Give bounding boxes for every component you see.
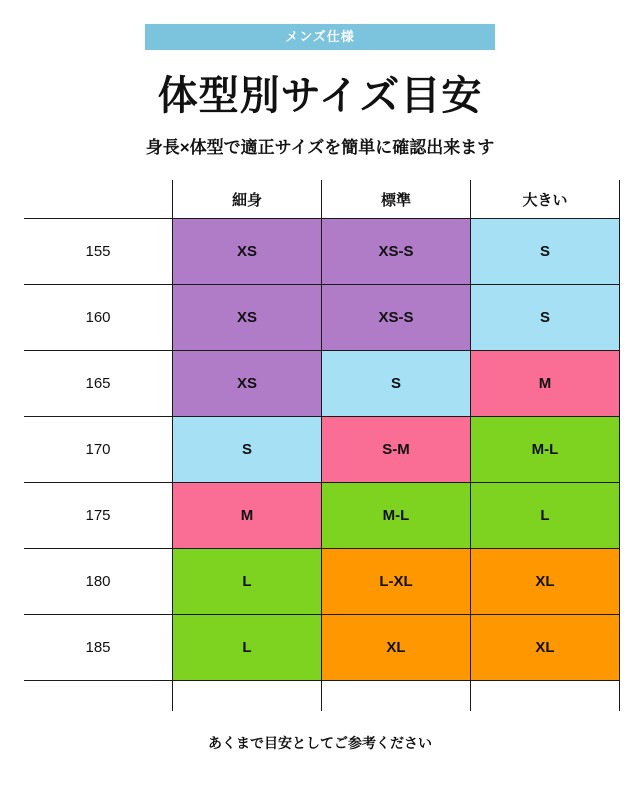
size-cell: XS-S [322, 285, 471, 351]
size-table-wrap [0, 180, 640, 711]
table-row [24, 483, 620, 549]
table-row [24, 351, 620, 417]
size-cell: M-L [322, 483, 471, 549]
column-header-1: 細身 [173, 180, 322, 219]
size-cell: XL [471, 615, 620, 681]
size-table [24, 180, 620, 711]
size-cell: XS [173, 219, 322, 285]
table-row [24, 219, 620, 285]
height-label: 185 [24, 615, 173, 681]
column-header-2: 標準 [322, 180, 471, 219]
size-cell: XL [471, 549, 620, 615]
badge-row [0, 24, 640, 50]
column-header-3: 大きい [471, 180, 620, 219]
size-cell: M-L [471, 417, 620, 483]
table-row [24, 549, 620, 615]
disclaimer-note: あくまで目安としてご参考ください [208, 735, 432, 751]
size-cell: XL [322, 615, 471, 681]
table-row [24, 615, 620, 681]
size-cell: L [471, 483, 620, 549]
size-cell: M [173, 483, 322, 549]
page-subtitle: 身長×体型で適正サイズを簡単に確認出来ます [145, 138, 495, 157]
size-cell: XS [173, 285, 322, 351]
size-cell: XS-S [322, 219, 471, 285]
height-label: 155 [24, 219, 173, 285]
size-cell: S [471, 219, 620, 285]
table-row [24, 417, 620, 483]
height-label: 170 [24, 417, 173, 483]
page-title: 体型別サイズ目安 [157, 74, 483, 118]
size-cell: L [173, 615, 322, 681]
footer-spacer-cell [173, 681, 322, 712]
size-cell: S-M [322, 417, 471, 483]
size-cell: S [471, 285, 620, 351]
table-header-row [24, 180, 620, 219]
footer-spacer-cell [24, 681, 173, 712]
size-cell: XS [173, 351, 322, 417]
header-corner [24, 180, 173, 219]
table-row [24, 285, 620, 351]
size-cell: L [173, 549, 322, 615]
height-label: 165 [24, 351, 173, 417]
height-label: 175 [24, 483, 173, 549]
size-cell: S [173, 417, 322, 483]
footer-spacer-cell [471, 681, 620, 712]
size-cell: L-XL [322, 549, 471, 615]
height-label: 180 [24, 549, 173, 615]
mens-spec-badge: メンズ仕様 [145, 24, 495, 50]
height-label: 160 [24, 285, 173, 351]
size-cell: M [471, 351, 620, 417]
table-footer-row [24, 681, 620, 712]
footer-spacer-cell [322, 681, 471, 712]
size-cell: S [322, 351, 471, 417]
size-guide-page [0, 24, 640, 792]
